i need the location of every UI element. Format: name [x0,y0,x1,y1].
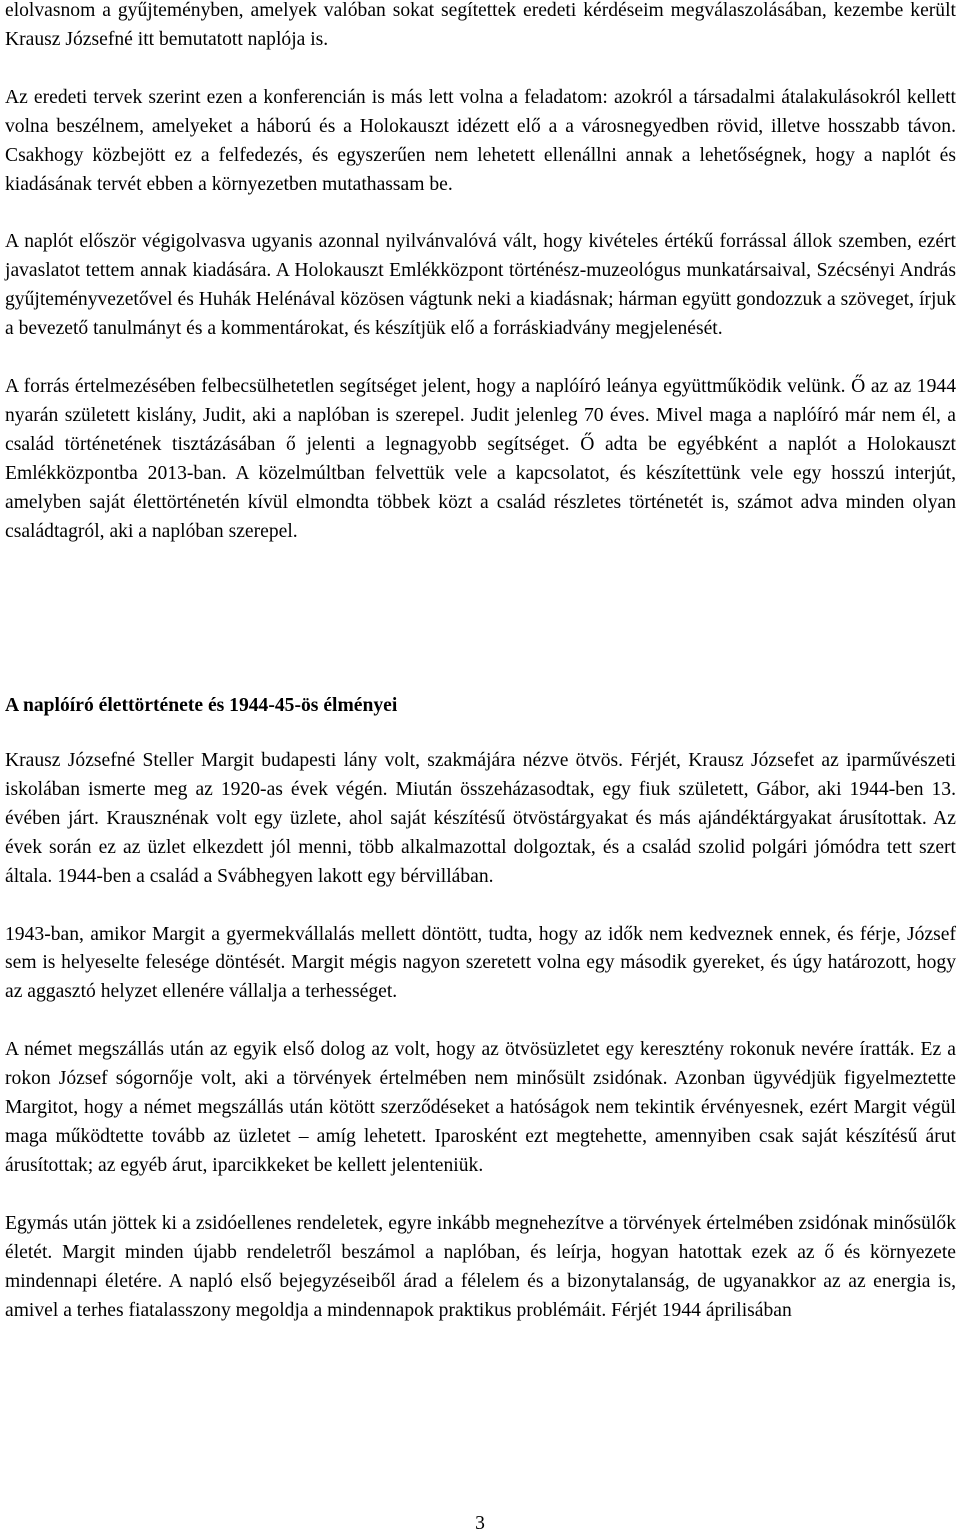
paragraph-2: Az eredeti tervek szerint ezen a konferencián is más lett volna a feladatom: azokról a társadalmi átalakulásokról kellett volna beszélnem, amelyeket a háború és a Holokauszt idézett elő a a városnegyedben rövid, illetve hosszabb távon. Csakhogy közbejött ez a felfedezés, és egyszerűen nem lehetett ellenállni annak a lehetőségnek, hogy a naplót és kiadásának tervét ebben a környezetben mutathassam be. [5,86,956,195]
paragraph-3: A naplót először végigolvasva ugyanis azonnal nyilvánvalóvá vált, hogy kivételes értékű forrással állok szemben, ezért javaslatot tettem annak kiadására. A Holokauszt Emlékközpont történész-muzeológus munkatársaival, Szécsényi András gyűjteményvezetővel és Huhák Helénával közösen vágtunk neki a kiadásnak; hárman együtt gondozzuk a szöveget, írjuk a bevezető tanulmányt és a kommentárokat, és készítjük elő a forráskiadvány megjelenését. [5,231,956,340]
intro-section [5,0,956,547]
paragraph-4: A forrás értelmezésében felbecsülhetetlen segítséget jelent, hogy a naplóíró leánya együttműködik velünk. Ő az az 1944 nyarán született kislány, Judit, aki a naplóban is szerepel. Judit jelenleg 70 éves. Mivel maga a naplóíró már nem él, a család történetének tisztázásában ő jelenti a legnagyobb segítséget. Ő adta be egyébként a naplót a Holokauszt Emlékközpontba 2013-ban. A közelmúltban felvettük vele a kapcsolatot, és készítettünk vele egy hosszú interjút, amelyben saját élettörténetén kívül elmondta többek közt a család részletes történetét is, számot adva minden olyan családtagról, aki a naplóban szerepel. [5,376,956,542]
page-number: 3 [475,1513,485,1534]
paragraph-6: 1943-ban, amikor Margit a gyermekvállalás mellett döntött, tudta, hogy az idők nem kedveznek ennek, és férje, József sem is helyeselte felesége döntését. Margit mégis nagyon szeretett volna egy második gyereket, és úgy határozott, hogy az aggasztó helyzet ellenére vállalja a terhességet. [5,923,956,1003]
paragraph-5: Krausz Józsefné Steller Margit budapesti lány volt, szakmájára nézve ötvös. Férjét, Krausz Józsefet az iparművészeti iskolában ismerte meg az 1920-as évek végén. Miután összeházasodtak, egy fiuk született, Gábor, aki 1944-ben 13. évében járt. Krausznénak volt egy üzlete, ahol saját készítésű ötvöstárgyakat és más ajándéktárgyakat árusítottak. Az évek során ez az üzlet elkezdett jól menni, több alkalmazottal dolgoztak, és a család szolid polgári jómódra tett szert általa. 1944-ben a család a Svábhegyen lakott egy bérvillában. [5,750,956,887]
biography-section [5,747,956,1325]
paragraph-7: A német megszállás után az egyik első dolog az volt, hogy az ötvösüzletet egy keresztény rokonuk nevére íratták. Ez a rokon József sógornője volt, aki a törvények értelmében nem minősült zsidónak. Azonban ügyvédjük figyelmeztette Margitot, hogy a német megszállás után kötött szerződéseket a hatóságok nem tekintik érvényesnek, ezért Margit végül maga működtette tovább az üzletet – amíg lehetett. Iparosként ezt megtehette, amennyiben csak saját készítésű árut árusítottak; az egyéb árut, iparcikkeket be kellett jelenteniük. [5,1039,956,1176]
paragraph-1: elolvasnom a gyűjteményben, amelyek valóban sokat segítettek eredeti kérdéseim megválaszolásában, kezembe került Krausz Józsefné itt bemutatott naplója is. [5,0,956,50]
paragraph-8: Egymás után jöttek ki a zsidóellenes rendeletek, egyre inkább megnehezítve a törvények értelmében zsidónak minősülők életét. Margit minden újabb rendeletről beszámol a naplóban, és leírja, hogyan hatottak ezek az ő és környezete mindennapi életére. A napló első bejegyzéseiből árad a félelem és a bizonytalanság, de ugyanakkor az az energia is, amivel a terhes fiatalasszony megoldja a mindennapok praktikus problémáit. Férjét 1944 áprilisában [5,1212,956,1321]
section-heading: A naplóíró élettörténete és 1944-45-ös élményei [5,695,398,716]
